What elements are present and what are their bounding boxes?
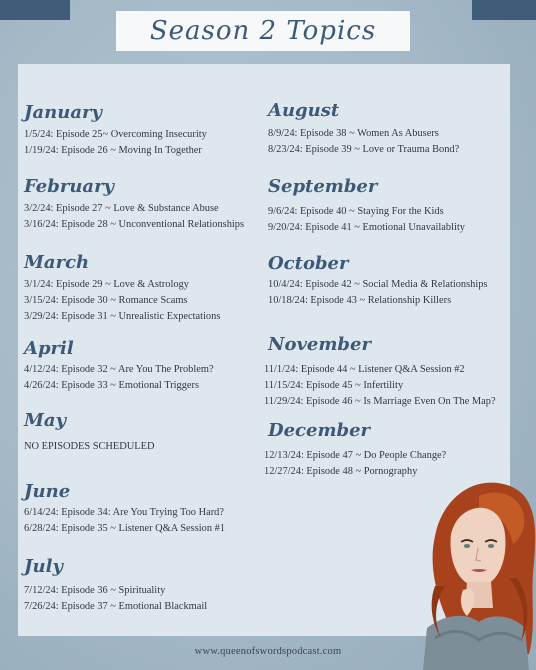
month-october: October <box>268 253 349 274</box>
episode-item: 6/14/24: Episode 34: Are You Trying Too Hard? <box>24 507 224 518</box>
episode-item: 10/18/24: Episode 43 ~ Relationship Killers <box>268 295 452 306</box>
red-haired-woman-portrait <box>405 478 536 670</box>
month-july: July <box>24 556 63 577</box>
episode-item: 10/4/24: Episode 42 ~ Social Media & Relationships <box>268 279 488 290</box>
episode-item: 8/9/24: Episode 38 ~ Women As Abusers <box>268 128 439 139</box>
month-november: November <box>268 334 371 355</box>
no-episodes-note: NO EPISODES SCHEDULED <box>24 441 155 452</box>
episode-item: 7/26/24: Episode 37 ~ Emotional Blackmail <box>24 601 208 612</box>
episode-item: 3/2/24: Episode 27 ~ Love & Substance Abuse <box>24 203 219 214</box>
episode-item: 3/15/24: Episode 30 ~ Romance Scams <box>24 295 188 306</box>
month-december: December <box>268 420 371 441</box>
page-title: Season 2 Topics <box>149 16 377 46</box>
episode-item: 9/6/24: Episode 40 ~ Staying For the Kids <box>268 206 444 217</box>
episode-item: 1/5/24: Episode 25~ Overcoming Insecurity <box>24 129 207 140</box>
title-banner <box>116 11 410 51</box>
month-august: August <box>268 100 340 121</box>
episode-item: 8/23/24: Episode 39 ~ Love or Trauma Bond? <box>268 144 460 155</box>
episode-item: 12/13/24: Episode 47 ~ Do People Change? <box>264 450 447 461</box>
episode-item: 3/29/24: Episode 31 ~ Unrealistic Expectations <box>24 311 221 322</box>
month-september: September <box>268 176 378 197</box>
episode-item: 7/12/24: Episode 36 ~ Spirituality <box>24 585 166 596</box>
month-february: February <box>24 176 115 197</box>
episode-item: 4/12/24: Episode 32 ~ Are You The Problem? <box>24 364 214 375</box>
episode-item: 11/1/24: Episode 44 ~ Listener Q&A Session #2 <box>264 364 465 375</box>
website-url: www.queenofswordspodcast.com <box>194 646 342 657</box>
month-june: June <box>24 481 71 502</box>
month-may: May <box>24 410 67 431</box>
episode-item: 4/26/24: Episode 33 ~ Emotional Triggers <box>24 380 200 391</box>
month-april: April <box>24 338 74 359</box>
episode-item: 11/29/24: Episode 46 ~ Is Marriage Even On The Map? <box>264 396 496 407</box>
episode-item: 11/15/24: Episode 45 ~ Infertility <box>264 380 404 391</box>
month-march: March <box>24 252 90 273</box>
month-january: January <box>24 102 102 123</box>
corner-block-left <box>0 0 70 20</box>
episode-item: 12/27/24: Episode 48 ~ Pornography <box>264 466 418 477</box>
episode-item: 3/1/24: Episode 29 ~ Love & Astrology <box>24 279 189 290</box>
episode-item: 1/19/24: Episode 26 ~ Moving In Together <box>24 145 202 156</box>
corner-block-right <box>472 0 536 20</box>
episode-item: 6/28/24: Episode 35 ~ Listener Q&A Session #1 <box>24 523 226 534</box>
episode-item: 3/16/24: Episode 28 ~ Unconventional Relationships <box>24 219 245 230</box>
episode-item: 9/20/24: Episode 41 ~ Emotional Unavailablity <box>268 222 465 233</box>
